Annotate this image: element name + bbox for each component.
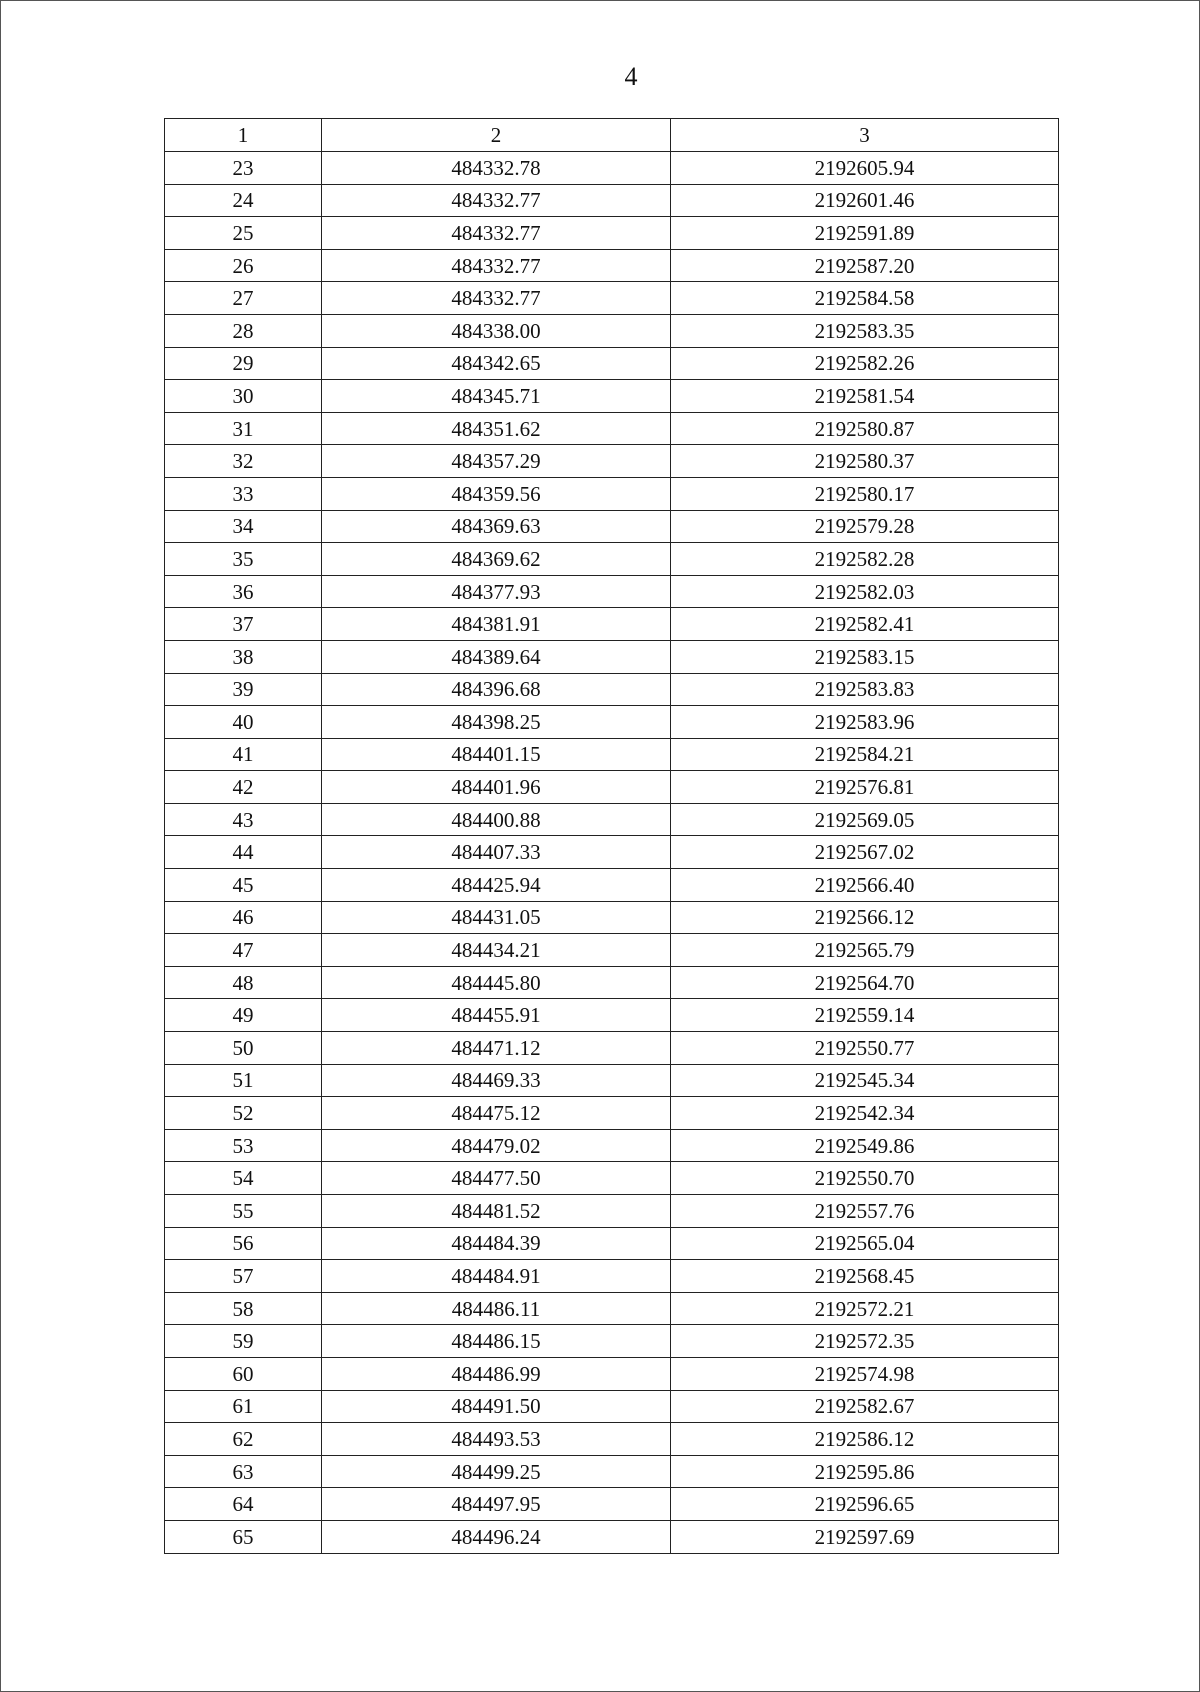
y-coordinate-cell: 2192605.94 [671, 152, 1059, 185]
table-row [165, 1455, 1059, 1488]
table-row [165, 575, 1059, 608]
point-number-cell: 51 [165, 1064, 322, 1097]
coordinates-table [164, 118, 1059, 1554]
table-row [165, 934, 1059, 967]
x-coordinate-cell: 484425.94 [322, 869, 671, 902]
x-coordinate-cell: 484342.65 [322, 347, 671, 380]
point-number-cell: 44 [165, 836, 322, 869]
x-coordinate-cell: 484493.53 [322, 1423, 671, 1456]
y-coordinate-cell: 2192559.14 [671, 999, 1059, 1032]
y-coordinate-cell: 2192582.03 [671, 575, 1059, 608]
y-coordinate-cell: 2192582.67 [671, 1390, 1059, 1423]
point-number-cell: 61 [165, 1390, 322, 1423]
y-coordinate-cell: 2192542.34 [671, 1097, 1059, 1130]
table-row [165, 314, 1059, 347]
y-coordinate-cell: 2192566.40 [671, 869, 1059, 902]
x-coordinate-cell: 484434.21 [322, 934, 671, 967]
x-coordinate-cell: 484484.91 [322, 1260, 671, 1293]
y-coordinate-cell: 2192584.21 [671, 738, 1059, 771]
point-number-cell: 43 [165, 803, 322, 836]
point-number-cell: 30 [165, 380, 322, 413]
y-coordinate-cell: 2192549.86 [671, 1129, 1059, 1162]
table-row [165, 869, 1059, 902]
y-coordinate-cell: 2192582.26 [671, 347, 1059, 380]
table-row [165, 1227, 1059, 1260]
x-coordinate-cell: 484496.24 [322, 1520, 671, 1553]
table-row [165, 1520, 1059, 1553]
x-coordinate-cell: 484401.15 [322, 738, 671, 771]
x-coordinate-cell: 484332.78 [322, 152, 671, 185]
y-coordinate-cell: 2192572.35 [671, 1325, 1059, 1358]
x-coordinate-cell: 484479.02 [322, 1129, 671, 1162]
table-row [165, 249, 1059, 282]
table-row [165, 1097, 1059, 1130]
point-number-cell: 56 [165, 1227, 322, 1260]
point-number-cell: 26 [165, 249, 322, 282]
y-coordinate-cell: 2192597.69 [671, 1520, 1059, 1553]
table-row [165, 1260, 1059, 1293]
point-number-cell: 25 [165, 217, 322, 250]
x-coordinate-cell: 484332.77 [322, 282, 671, 315]
y-coordinate-cell: 2192586.12 [671, 1423, 1059, 1456]
point-number-cell: 34 [165, 510, 322, 543]
x-coordinate-cell: 484338.00 [322, 314, 671, 347]
point-number-cell: 32 [165, 445, 322, 478]
x-coordinate-cell: 484475.12 [322, 1097, 671, 1130]
x-coordinate-cell: 484486.99 [322, 1357, 671, 1390]
table-row [165, 1129, 1059, 1162]
x-coordinate-cell: 484332.77 [322, 184, 671, 217]
x-coordinate-cell: 484369.62 [322, 543, 671, 576]
y-coordinate-cell: 2192576.81 [671, 771, 1059, 804]
x-coordinate-cell: 484455.91 [322, 999, 671, 1032]
x-coordinate-cell: 484469.33 [322, 1064, 671, 1097]
point-number-cell: 63 [165, 1455, 322, 1488]
point-number-cell: 23 [165, 152, 322, 185]
table-row [165, 608, 1059, 641]
table-row [165, 771, 1059, 804]
table-row [165, 510, 1059, 543]
point-number-cell: 39 [165, 673, 322, 706]
table-body [165, 152, 1059, 1554]
y-coordinate-cell: 2192591.89 [671, 217, 1059, 250]
table-row [165, 803, 1059, 836]
point-number-cell: 33 [165, 477, 322, 510]
point-number-cell: 38 [165, 640, 322, 673]
x-coordinate-cell: 484377.93 [322, 575, 671, 608]
y-coordinate-cell: 2192583.15 [671, 640, 1059, 673]
table-row [165, 1292, 1059, 1325]
table-row [165, 1357, 1059, 1390]
x-coordinate-cell: 484471.12 [322, 1032, 671, 1065]
y-coordinate-cell: 2192550.77 [671, 1032, 1059, 1065]
x-coordinate-cell: 484359.56 [322, 477, 671, 510]
y-coordinate-cell: 2192557.76 [671, 1195, 1059, 1228]
table-row [165, 1325, 1059, 1358]
point-number-cell: 24 [165, 184, 322, 217]
table-row [165, 217, 1059, 250]
y-coordinate-cell: 2192572.21 [671, 1292, 1059, 1325]
y-coordinate-cell: 2192574.98 [671, 1357, 1059, 1390]
point-number-cell: 48 [165, 966, 322, 999]
point-number-cell: 45 [165, 869, 322, 902]
x-coordinate-cell: 484389.64 [322, 640, 671, 673]
point-number-cell: 54 [165, 1162, 322, 1195]
x-coordinate-cell: 484332.77 [322, 217, 671, 250]
point-number-cell: 50 [165, 1032, 322, 1065]
table-row [165, 901, 1059, 934]
x-coordinate-cell: 484369.63 [322, 510, 671, 543]
point-number-cell: 57 [165, 1260, 322, 1293]
y-coordinate-cell: 2192569.05 [671, 803, 1059, 836]
column-header-3: 3 [671, 119, 1059, 152]
table-row [165, 1162, 1059, 1195]
point-number-cell: 64 [165, 1488, 322, 1521]
y-coordinate-cell: 2192587.20 [671, 249, 1059, 282]
y-coordinate-cell: 2192550.70 [671, 1162, 1059, 1195]
point-number-cell: 40 [165, 706, 322, 739]
table-row [165, 184, 1059, 217]
y-coordinate-cell: 2192596.65 [671, 1488, 1059, 1521]
y-coordinate-cell: 2192583.35 [671, 314, 1059, 347]
x-coordinate-cell: 484499.25 [322, 1455, 671, 1488]
y-coordinate-cell: 2192545.34 [671, 1064, 1059, 1097]
point-number-cell: 55 [165, 1195, 322, 1228]
x-coordinate-cell: 484481.52 [322, 1195, 671, 1228]
y-coordinate-cell: 2192565.04 [671, 1227, 1059, 1260]
y-coordinate-cell: 2192584.58 [671, 282, 1059, 315]
y-coordinate-cell: 2192580.37 [671, 445, 1059, 478]
x-coordinate-cell: 484396.68 [322, 673, 671, 706]
point-number-cell: 31 [165, 412, 322, 445]
y-coordinate-cell: 2192601.46 [671, 184, 1059, 217]
y-coordinate-cell: 2192581.54 [671, 380, 1059, 413]
point-number-cell: 47 [165, 934, 322, 967]
y-coordinate-cell: 2192595.86 [671, 1455, 1059, 1488]
table-row [165, 966, 1059, 999]
x-coordinate-cell: 484486.15 [322, 1325, 671, 1358]
table-row [165, 380, 1059, 413]
table-row [165, 412, 1059, 445]
x-coordinate-cell: 484477.50 [322, 1162, 671, 1195]
y-coordinate-cell: 2192580.17 [671, 477, 1059, 510]
point-number-cell: 29 [165, 347, 322, 380]
table-row [165, 445, 1059, 478]
table-row [165, 1423, 1059, 1456]
point-number-cell: 60 [165, 1357, 322, 1390]
table-row [165, 282, 1059, 315]
table-row [165, 152, 1059, 185]
point-number-cell: 53 [165, 1129, 322, 1162]
y-coordinate-cell: 2192583.83 [671, 673, 1059, 706]
x-coordinate-cell: 484486.11 [322, 1292, 671, 1325]
table-header [165, 119, 1059, 152]
table-row [165, 1064, 1059, 1097]
header-row [165, 119, 1059, 152]
y-coordinate-cell: 2192565.79 [671, 934, 1059, 967]
x-coordinate-cell: 484351.62 [322, 412, 671, 445]
point-number-cell: 27 [165, 282, 322, 315]
x-coordinate-cell: 484445.80 [322, 966, 671, 999]
column-header-2: 2 [322, 119, 671, 152]
x-coordinate-cell: 484484.39 [322, 1227, 671, 1260]
point-number-cell: 59 [165, 1325, 322, 1358]
x-coordinate-cell: 484431.05 [322, 901, 671, 934]
table-row [165, 477, 1059, 510]
table-row [165, 543, 1059, 576]
point-number-cell: 36 [165, 575, 322, 608]
point-number-cell: 42 [165, 771, 322, 804]
x-coordinate-cell: 484401.96 [322, 771, 671, 804]
point-number-cell: 28 [165, 314, 322, 347]
point-number-cell: 65 [165, 1520, 322, 1553]
table-row [165, 640, 1059, 673]
table-row [165, 738, 1059, 771]
point-number-cell: 52 [165, 1097, 322, 1130]
x-coordinate-cell: 484398.25 [322, 706, 671, 739]
page-number: 4 [624, 62, 638, 91]
point-number-cell: 41 [165, 738, 322, 771]
table-row [165, 706, 1059, 739]
table-row [165, 673, 1059, 706]
x-coordinate-cell: 484400.88 [322, 803, 671, 836]
table-row [165, 999, 1059, 1032]
x-coordinate-cell: 484357.29 [322, 445, 671, 478]
x-coordinate-cell: 484381.91 [322, 608, 671, 641]
x-coordinate-cell: 484332.77 [322, 249, 671, 282]
table-row [165, 347, 1059, 380]
y-coordinate-cell: 2192567.02 [671, 836, 1059, 869]
table-row [165, 1390, 1059, 1423]
x-coordinate-cell: 484345.71 [322, 380, 671, 413]
table-row [165, 1195, 1059, 1228]
table-row [165, 836, 1059, 869]
x-coordinate-cell: 484497.95 [322, 1488, 671, 1521]
y-coordinate-cell: 2192579.28 [671, 510, 1059, 543]
table-row [165, 1488, 1059, 1521]
y-coordinate-cell: 2192566.12 [671, 901, 1059, 934]
x-coordinate-cell: 484407.33 [322, 836, 671, 869]
column-header-1: 1 [165, 119, 322, 152]
point-number-cell: 46 [165, 901, 322, 934]
y-coordinate-cell: 2192582.28 [671, 543, 1059, 576]
y-coordinate-cell: 2192564.70 [671, 966, 1059, 999]
y-coordinate-cell: 2192582.41 [671, 608, 1059, 641]
point-number-cell: 62 [165, 1423, 322, 1456]
y-coordinate-cell: 2192583.96 [671, 706, 1059, 739]
point-number-cell: 49 [165, 999, 322, 1032]
point-number-cell: 58 [165, 1292, 322, 1325]
y-coordinate-cell: 2192580.87 [671, 412, 1059, 445]
table-row [165, 1032, 1059, 1065]
y-coordinate-cell: 2192568.45 [671, 1260, 1059, 1293]
point-number-cell: 37 [165, 608, 322, 641]
x-coordinate-cell: 484491.50 [322, 1390, 671, 1423]
point-number-cell: 35 [165, 543, 322, 576]
